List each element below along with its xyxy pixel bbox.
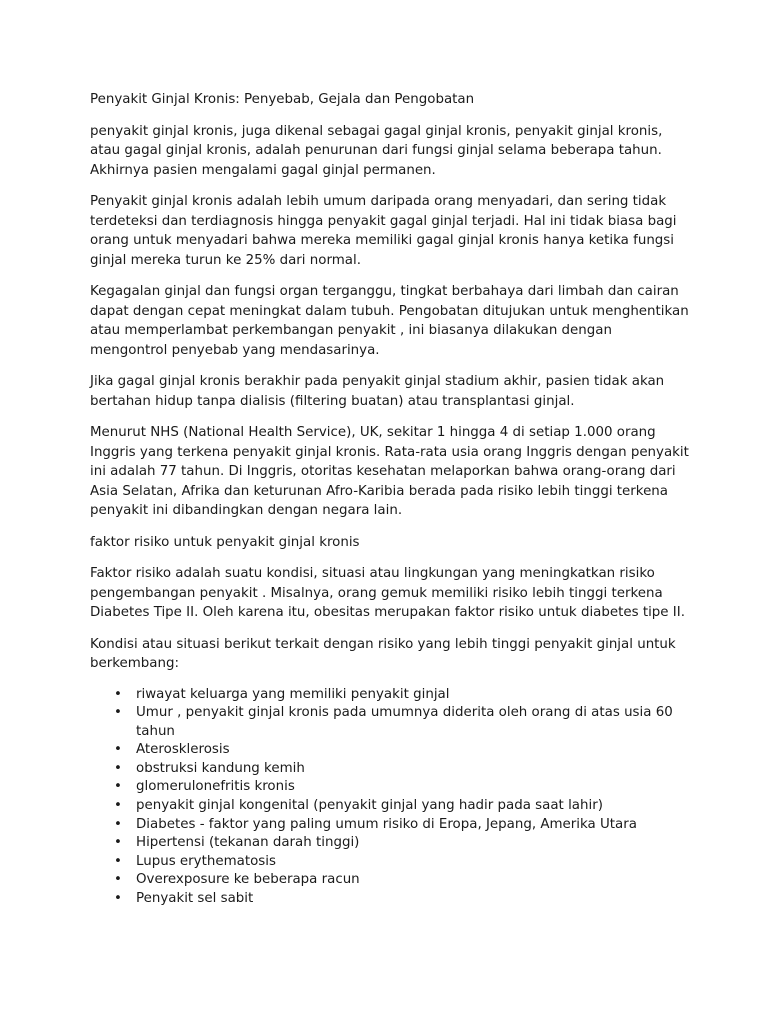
list-item <box>90 816 690 835</box>
document-title: Penyakit Ginjal Kronis: Penyebab, Gejala dan Pengobatan <box>90 92 475 107</box>
list-item-text: penyakit ginjal kongenital (penyakit ginjal yang hadir pada saat lahir) <box>136 798 603 814</box>
list-item <box>90 853 690 872</box>
list-item-text: Aterosklerosis <box>136 742 230 758</box>
list-item <box>90 834 690 853</box>
list-item <box>90 890 690 909</box>
bullet-icon: • <box>114 853 122 869</box>
paragraph-end-stage: Jika gagal ginjal kronis berakhir pada penyakit ginjal stadium akhir, pasien tidak akan bertahan hidup tanpa dialisis (filtering buatan) atau transplantasi ginjal. <box>90 374 665 409</box>
bullet-icon: • <box>114 891 122 907</box>
paragraph-awareness: Penyakit ginjal kronis adalah lebih umum daripada orang menyadari, dan sering tidak terdeteksi dan terdiagnosis hingga penyakit gagal ginjal terjadi. Hal ini tidak biasa bagi orang untuk menyadari bahwa mereka memiliki gagal ginjal kronis hanya ketika fungsi ginjal mereka turun ke 25% dari normal. <box>90 194 677 268</box>
paragraph-treatment: Kegagalan ginjal dan fungsi organ terganggu, tingkat berbahaya dari limbah dan cairan dapat dengan cepat meningkat dalam tubuh. Pengobatan ditujukan untuk menghentikan atau memperlambat perkembangan penyakit , ini biasanya dilakukan dengan mengontrol penyebab yang mendasarinya. <box>90 284 689 358</box>
paragraph-definition: penyakit ginjal kronis, juga dikenal sebagai gagal ginjal kronis, penyakit ginjal kronis, atau gagal ginjal kronis, adalah penurunan dari fungsi ginjal selama beberapa tahun. Akhirnya pasien mengalami gagal ginjal permanen. <box>90 123 663 178</box>
paragraph-risk-factor-definition: Faktor risiko adalah suatu kondisi, situasi atau lingkungan yang meningkatkan risiko pengembangan penyakit . Misalnya, orang gemuk memiliki risiko lebih tinggi terkena Diabetes Tipe II. Oleh karena itu, obesitas merupakan faktor risiko untuk diabetes tipe II. <box>90 566 685 620</box>
list-item-text: Hipertensi (tekanan darah tinggi) <box>136 835 360 851</box>
list-item-text: Overexposure ke beberapa racun <box>136 872 360 888</box>
list-item-text: obstruksi kandung kemih <box>136 760 305 776</box>
list-item-text: riwayat keluarga yang memiliki penyakit ginjal <box>136 686 450 702</box>
list-item <box>90 686 690 705</box>
paragraph-nhs-statistics: Menurut NHS (National Health Service), UK, sekitar 1 hingga 4 di setiap 1.000 orang Inggris yang terkena penyakit ginjal kronis. Rata-rata usia orang Inggris dengan penyakit ini adalah 77 tahun. Di Inggris, otoritas kesehatan melaporkan bahwa orang-orang dari Asia Selatan, Afrika dan keturunan Afro-Karibia berada pada risiko lebih tinggi terkena penyakit ini dibandingkan dengan negara lain. <box>90 425 689 518</box>
list-item-text: glomerulonefritis kronis <box>136 779 295 795</box>
bullet-icon: • <box>114 835 122 851</box>
list-item <box>90 871 690 890</box>
list-item-text: Penyakit sel sabit <box>136 891 254 907</box>
document-page <box>90 90 690 909</box>
bullet-icon: • <box>114 760 122 776</box>
paragraph-conditions-intro: Kondisi atau situasi berikut terkait dengan risiko yang lebih tinggi penyakit ginjal untuk berkembang: <box>90 636 676 671</box>
bullet-icon: • <box>114 705 122 721</box>
list-item-text: Lupus erythematosis <box>136 853 276 869</box>
section-heading-risk-factors: faktor risiko untuk penyakit ginjal kronis <box>90 534 360 550</box>
list-item-text: Diabetes - faktor yang paling umum risiko di Eropa, Jepang, Amerika Utara <box>136 816 637 832</box>
list-item <box>90 741 690 760</box>
bullet-icon: • <box>114 779 122 795</box>
bullet-icon: • <box>114 872 122 888</box>
risk-factor-list <box>90 686 690 909</box>
bullet-icon: • <box>114 798 122 814</box>
bullet-icon: • <box>114 742 122 758</box>
list-item <box>90 760 690 779</box>
list-item <box>90 778 690 797</box>
list-item <box>90 704 690 741</box>
list-item-text: Umur , penyakit ginjal kronis pada umumnya diderita oleh orang di atas usia 60 tahun <box>136 705 673 739</box>
bullet-icon: • <box>114 686 122 702</box>
list-item <box>90 797 690 816</box>
bullet-icon: • <box>114 816 122 832</box>
